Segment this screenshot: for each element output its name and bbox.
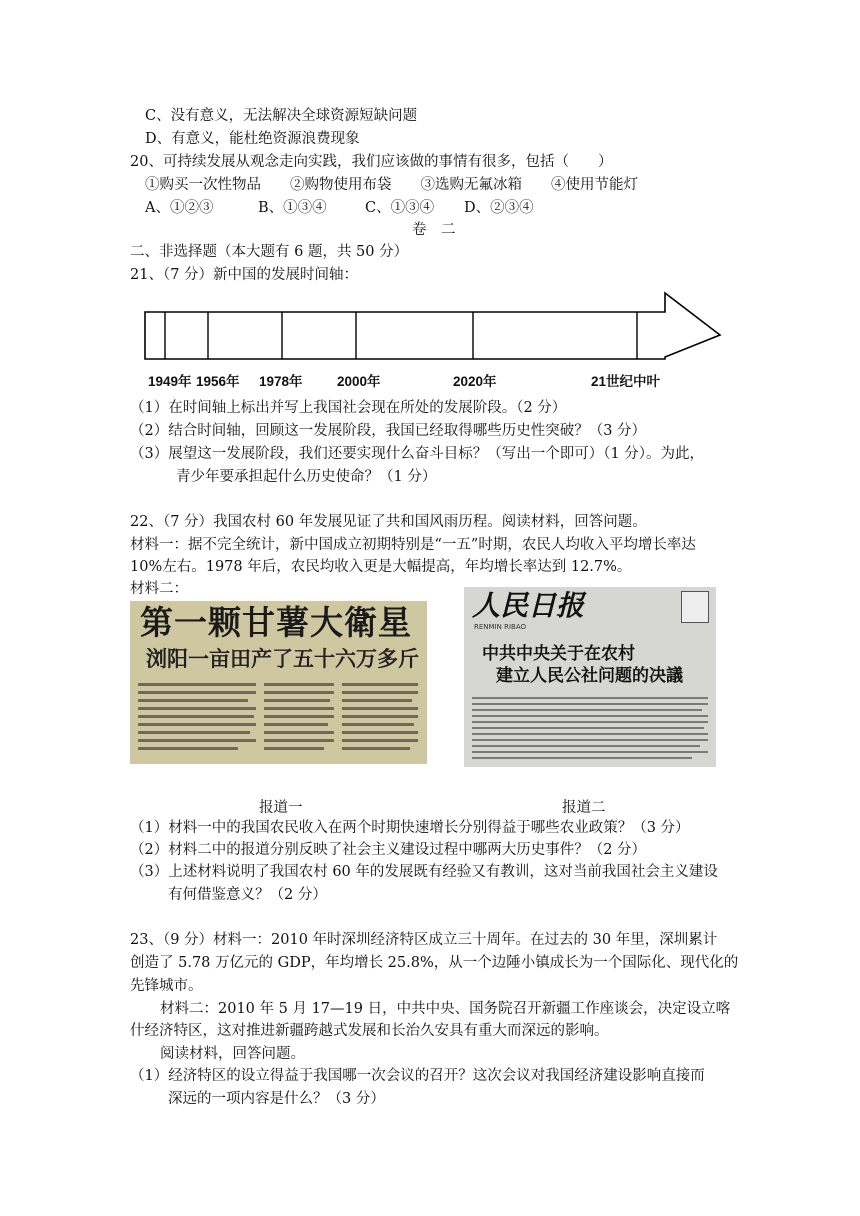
news-clipping-peoples-daily — [464, 587, 716, 767]
q22-material1-line2: 10%左右。1978 年后，农民均收入更是大幅提高，年均增长率达到 12.7%。 — [130, 559, 632, 575]
q23-material2-line1: 材料二：2010 年 5 月 17—19 日，中共中央、国务院召开新疆工作座谈会，决定设立喀 — [160, 1001, 731, 1017]
section-two-header: 卷 二 — [412, 222, 456, 238]
part2-title: 二、非选择题（本大题有 6 题，共 50 分） — [130, 244, 409, 260]
timeline-label-1949: 1949年 — [148, 374, 192, 389]
news1-headline: 第一颗甘薯大衛星 — [140, 603, 412, 642]
news-clipping-sweet-potato — [130, 601, 427, 764]
news1-subhead: 浏阳一亩田产了五十六万多斤 — [146, 647, 419, 671]
timeline-label-1978: 1978年 — [259, 374, 303, 389]
news2-masthead: 人民日报 — [472, 589, 585, 622]
q21-sub3b: 青少年要承担起什么历史使命？（1 分） — [176, 469, 437, 485]
news1-body-text-texture — [134, 677, 424, 761]
caption-report-2: 报道二 — [562, 800, 606, 816]
news2-body-text-texture — [468, 693, 712, 765]
q22-sub1: （1）材料一中的我国农民收入在两个时期快速增长分别得益于哪些农业政策？（3 分） — [130, 820, 690, 836]
q21-sub3a: （3）展望这一发展阶段，我们还要实现什么奋斗目标？（写出一个即可）（1 分）。为此， — [130, 446, 705, 462]
q20-choice-b: B、①③④ — [258, 200, 327, 216]
q20-choice-c: C、①③④ — [365, 200, 435, 216]
q23-material1-line3: 先锋城市。 — [130, 978, 203, 994]
timeline-label-2000: 2000年 — [337, 374, 381, 389]
news2-headline-line1: 中共中央关于在农村 — [482, 644, 635, 664]
q23-material1-line1: 23、（9 分）材料一：2010 年时深圳经济特区成立三十周年。在过去的 30 年里，深圳累计 — [130, 932, 718, 948]
q23-material1-line2: 创造了 5.78 万亿元的 GDP，年均增长 25.8%，从一个边陲小镇成长为一个国际化、现代化的 — [130, 955, 739, 971]
q22-material2-label: 材料二： — [130, 581, 188, 597]
q23-read-instruction: 阅读材料，回答问题。 — [160, 1046, 305, 1062]
q22-sub2: （2）材料二中的报道分别反映了社会主义建设过程中哪两大历史事件？（2 分） — [130, 842, 647, 858]
q23-sub1b: 深远的一项内容是什么？（3 分） — [168, 1091, 385, 1107]
q23-sub1a: （1）经济特区的设立得益于我国哪一次会议的召开？这次会议对我国经济建设影响直接而 — [130, 1068, 705, 1084]
q20-choice-d: D、②③④ — [464, 200, 534, 216]
q22-sub3a: （3）上述材料说明了我国农村 60 年的发展既有经验又有教训，这对当前我国社会主义建设 — [130, 864, 718, 880]
q22-sub3b: 有何借鉴意义？（2 分） — [168, 887, 327, 903]
timeline-label-mid-century: 21世纪中叶 — [591, 374, 661, 389]
q22-stem: 22、（7 分）我国农村 60 年发展见证了共和国风雨历程。阅读材料，回答问题。 — [130, 514, 647, 530]
news2-headline-line2: 建立人民公社问题的决議 — [496, 666, 683, 686]
q19-option-c: C、没有意义，无法解决全球资源短缺问题 — [145, 108, 418, 124]
timeline-label-2020: 2020年 — [453, 374, 497, 389]
q21-stem: 21、（7 分）新中国的发展时间轴： — [130, 267, 359, 283]
q20-choice-a: A、①②③ — [145, 200, 214, 216]
q21-sub2: （2）结合时间轴，回顾这一发展阶段，我国已经取得哪些历史性突破？（3 分） — [130, 423, 647, 439]
q20-items: ①购买一次性物品 ②购物使用布袋 ③选购无氟冰箱 ④使用节能灯 — [145, 177, 638, 193]
timeline-arrow — [140, 290, 730, 370]
q21-sub1: （1）在时间轴上标出并写上我国社会现在所处的发展阶段。（2 分） — [130, 400, 567, 416]
caption-report-1: 报道一 — [259, 800, 303, 816]
timeline-label-1956: 1956年 — [196, 374, 240, 389]
q20-stem: 20、可持续发展从观念走向实践，我们应该做的事情有很多，包括（ ） — [130, 154, 613, 170]
news2-masthead-latin: RENMIN RIBAO — [474, 623, 526, 631]
news2-date-box — [681, 591, 709, 623]
q19-option-d: D、有意义，能杜绝资源浪费现象 — [145, 131, 360, 147]
q23-material2-line2: 什经济特区，这对推进新疆跨越式发展和长治久安具有重大而深远的影响。 — [130, 1023, 609, 1039]
q22-material1-line1: 材料一：据不完全统计，新中国成立初期特别是“一五”时期，农民人均收入平均增长率达 — [130, 537, 696, 553]
